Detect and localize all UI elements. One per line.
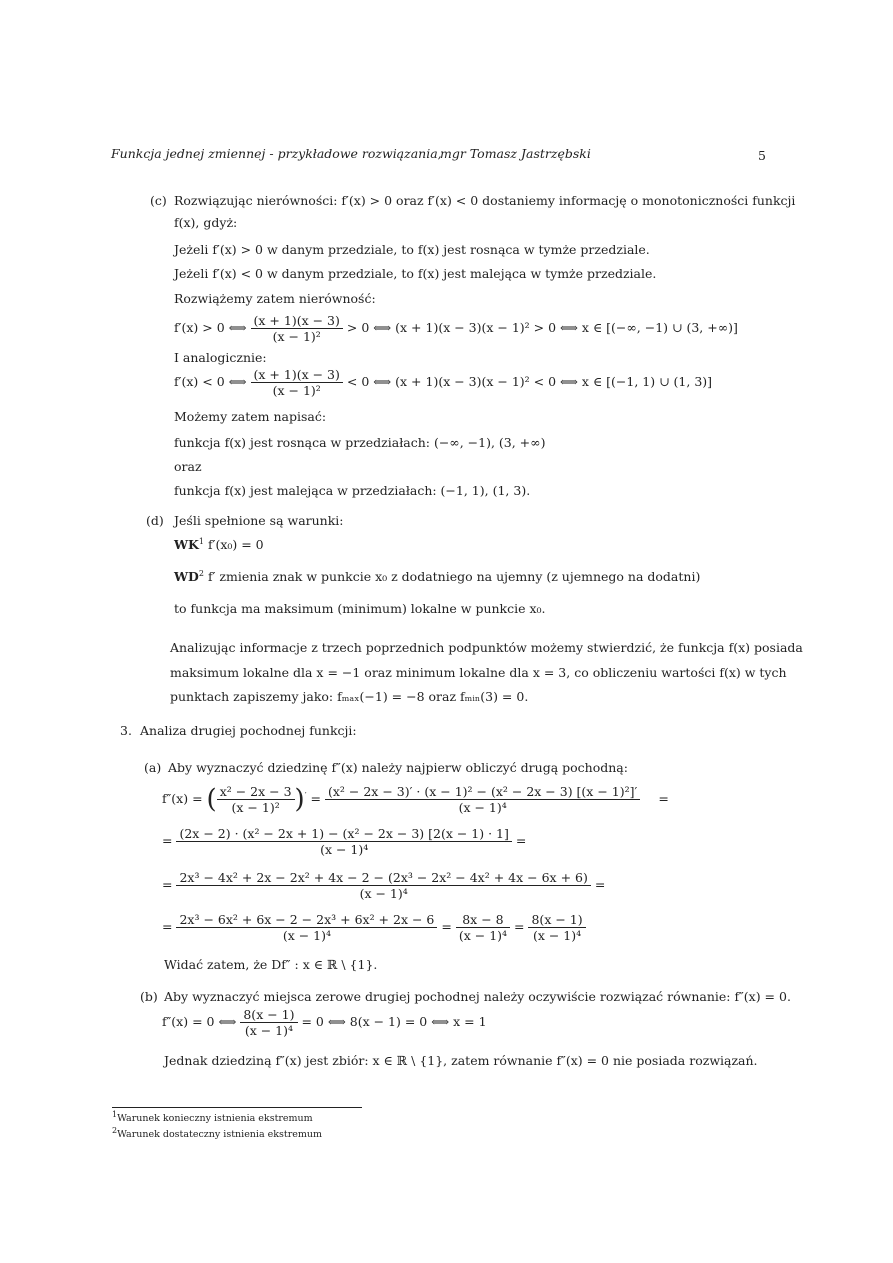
section-3-title: Analiza drugiej pochodnej funkcji:: [140, 723, 357, 738]
eq1-left: f′(x) > 0 ⟺: [174, 320, 247, 335]
wd-footnote-ref: 2: [198, 569, 204, 578]
r4-numerator-3: 8(x − 1): [528, 912, 585, 928]
section-c-line1: Rozwiązując nierówności: f′(x) > 0 oraz f′(x) < 0 dostaniemy informację o monotoniczności funkcji: [174, 193, 796, 208]
section-c-line2: f(x), gdyż:: [174, 215, 238, 230]
r1-paren-fraction: [217, 784, 295, 815]
left-paren: (: [206, 784, 217, 815]
wd-label: WD: [174, 569, 199, 585]
footnote-2-text: Warunek dostateczny istnienia ekstremum: [117, 1129, 323, 1141]
r4-fraction-2: [456, 912, 510, 943]
section-c-line4: Jeżeli f′(x) < 0 w danym przedziale, to f(x) jest malejąca w tymże przedziale.: [174, 266, 657, 281]
header-author: mgr Tomasz Jastrzębski: [440, 146, 591, 161]
r4-numerator-2: 8x − 8: [456, 912, 510, 928]
section-b-intro: Aby wyznaczyć miejsca zerowe drugiej pochodnej należy oczywiście rozwiązać równanie: f″(x) = 0.: [164, 989, 791, 1004]
b-eq-left: f″(x) = 0 ⟺: [162, 1014, 237, 1029]
analog-text: I analogicznie:: [174, 350, 267, 365]
footnote-1-text: Warunek konieczny istnienia ekstremum: [117, 1113, 313, 1125]
r4-fraction-3: [528, 912, 585, 943]
eq2-denominator: (x − 1)²: [272, 383, 321, 398]
r1-lhs: f″(x) =: [162, 791, 203, 806]
r1-end: =: [658, 791, 669, 806]
second-derivative-row2: [162, 826, 526, 857]
second-derivative-row4: [162, 912, 586, 943]
r4-start: =: [162, 919, 173, 934]
r2-numerator: (2x − 2) · (x² − 2x + 1) − (x² − 2x − 3) [2(x − 1) · 1]: [176, 826, 511, 842]
r1-paren-denominator: (x − 1)²: [231, 800, 280, 815]
footnote-2-mark: 2: [112, 1126, 118, 1135]
eq1-fraction: [251, 313, 343, 344]
section-d-intro: Jeśli spełnione są warunki:: [174, 513, 344, 528]
equation-f-prime-negative: [174, 367, 712, 398]
oraz-text: oraz: [174, 459, 202, 474]
wk-condition: [174, 537, 264, 552]
r4-denominator-3: (x − 1)⁴: [532, 928, 582, 943]
section-d-label: (d): [146, 513, 164, 528]
decreasing-intervals: funkcja f(x) jest malejąca w przedziałach: (−1, 1), (1, 3).: [174, 483, 531, 498]
wk-label: WK: [174, 537, 199, 553]
b-eq-denominator: (x − 1)⁴: [244, 1023, 294, 1038]
increasing-intervals: funkcja f(x) jest rosnąca w przedziałach: (−∞, −1), (3, +∞): [174, 435, 546, 450]
r2-end: =: [515, 833, 527, 848]
write-text: Możemy zatem napisać:: [174, 409, 327, 424]
section-b-label: (b): [140, 989, 158, 1004]
r4-numerator: 2x³ − 6x² + 6x − 2 − 2x³ + 6x² + 2x − 6: [176, 912, 437, 928]
section-c-line3: Jeżeli f′(x) > 0 w danym przedziale, to f(x) jest rosnąca w tymże przedziale.: [174, 242, 650, 257]
equation-f-prime-positive: [174, 313, 738, 344]
r1-eq: =: [310, 791, 321, 806]
then-text: to funkcja ma maksimum (minimum) lokalne w punkcie x₀.: [174, 601, 546, 616]
r3-denominator: (x − 1)⁴: [359, 886, 408, 901]
wk-footnote-ref: 1: [198, 537, 204, 546]
second-derivative-row1: [162, 784, 669, 815]
r4-eq1: =: [441, 919, 452, 934]
section-a-label: (a): [144, 760, 162, 775]
footnote-1: [112, 1110, 313, 1124]
r1-fraction: [325, 784, 640, 815]
footnote-1-mark: 1: [112, 1110, 118, 1119]
r2-start: =: [162, 833, 173, 848]
section-c-label: (c): [150, 193, 167, 208]
eq2-fraction: [251, 367, 343, 398]
r3-numerator: 2x³ − 4x² + 2x − 2x² + 4x − 2 − (2x³ − 2x² − 4x² + 4x − 6x + 6): [176, 870, 590, 886]
r4-denominator: (x − 1)⁴: [282, 928, 332, 943]
analysis-line1: Analizując informacje z trzech poprzednich podpunktów możemy stwierdzić, że funkcja f(x) posiada: [170, 640, 803, 655]
second-derivative-row3: [162, 870, 605, 901]
domain-text: Widać zatem, że Df″ : x ∈ ℝ \ {1}.: [164, 957, 378, 972]
section-c-line5: Rozwiążemy zatem nierówność:: [174, 291, 376, 306]
header-title: Funkcja jednej zmiennej - przykładowe rozwiązania,: [111, 146, 442, 161]
section-3-label: 3.: [120, 723, 132, 738]
b-eq-fraction: [240, 1007, 297, 1038]
r4-eq2: =: [514, 919, 525, 934]
r2-fraction: [176, 826, 511, 857]
wd-text: f′ zmienia znak w punkcie x₀ z dodatniego na ujemny (z ujemnego na dodatni): [207, 569, 701, 585]
analysis-line3: punktach zapiszemy jako: fₘₐₓ(−1) = −8 oraz fₘᵢₙ(3) = 0.: [170, 689, 529, 704]
footnote-2: [112, 1126, 322, 1140]
wd-condition: [174, 569, 700, 584]
right-paren: ): [294, 784, 305, 815]
r1-paren-numerator: x² − 2x − 3: [217, 784, 295, 800]
r3-end: =: [594, 877, 606, 892]
section-a-intro: Aby wyznaczyć dziedzinę f″(x) należy najpierw obliczyć drugą pochodną:: [168, 760, 628, 775]
eq2-numerator: (x + 1)(x − 3): [251, 367, 343, 383]
r1-prime: ′: [304, 790, 307, 800]
eq2-left: f′(x) < 0 ⟺: [174, 374, 247, 389]
r3-fraction: [176, 870, 590, 901]
equation-second-derivative-zero: [162, 1007, 487, 1038]
r1-denominator: (x − 1)⁴: [458, 800, 507, 815]
eq1-right: > 0 ⟺ (x + 1)(x − 3)(x − 1)² > 0 ⟺ x ∈ [(−∞, −1) ∪ (3, +∞)]: [346, 320, 738, 335]
b-eq-right: = 0 ⟺ 8(x − 1) = 0 ⟺ x = 1: [301, 1014, 487, 1029]
r4-fraction: [176, 912, 437, 943]
page-number: 5: [758, 148, 766, 163]
wk-text: f′(x₀) = 0: [207, 537, 264, 553]
r4-denominator-2: (x − 1)⁴: [458, 928, 508, 943]
analysis-line2: maksimum lokalne dla x = −1 oraz minimum lokalne dla x = 3, co obliczeniu wartości f(x) w tych: [170, 665, 787, 680]
section-b-conclusion: Jednak dziedziną f″(x) jest zbiór: x ∈ ℝ \ {1}, zatem równanie f″(x) = 0 nie posiada rozwiązań.: [164, 1053, 758, 1068]
eq1-denominator: (x − 1)²: [272, 329, 321, 344]
eq2-right: < 0 ⟺ (x + 1)(x − 3)(x − 1)² < 0 ⟺ x ∈ [(−1, 1) ∪ (1, 3)]: [346, 374, 713, 389]
footnote-rule: [112, 1107, 362, 1108]
r1-numerator: (x² − 2x − 3)′ · (x − 1)² − (x² − 2x − 3) [(x − 1)²]′: [325, 784, 640, 800]
b-eq-numerator: 8(x − 1): [240, 1007, 297, 1023]
r3-start: =: [162, 877, 173, 892]
r2-denominator: (x − 1)⁴: [320, 842, 369, 857]
eq1-numerator: (x + 1)(x − 3): [251, 313, 343, 329]
